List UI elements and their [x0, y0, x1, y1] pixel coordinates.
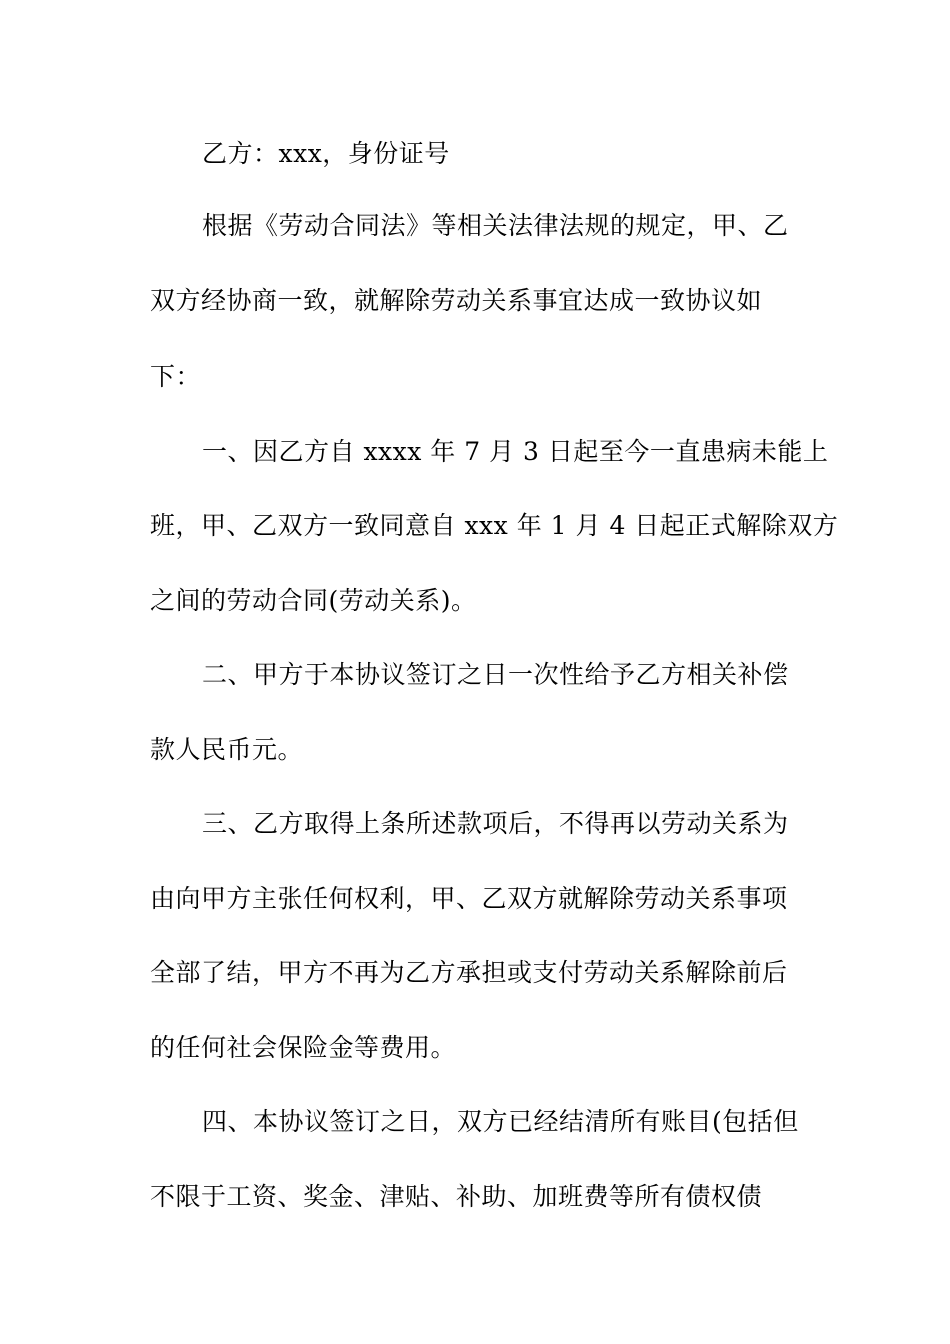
clause-2-line-2: 款人民币元。 [150, 735, 304, 764]
clause-3-line-3: 全部了结，甲方不再为乙方承担或支付劳动关系解除前后 [150, 958, 788, 987]
clause-3-line-1: 三、乙方取得上条所述款项后，不得再以劳动关系为 [202, 809, 789, 838]
clause-4-line-2: 不限于工资、奖金、津贴、补助、加班费等所有债权债 [150, 1182, 763, 1211]
clause-3-line-4: 的任何社会保险金等费用。 [150, 1033, 457, 1062]
clause-4-line-1: 四、本协议签订之日，双方已经结清所有账目(包括但 [202, 1107, 799, 1136]
preamble-line-3: 下： [150, 362, 202, 391]
clause-2-line-1: 二、甲方于本协议签订之日一次性给予乙方相关补偿 [202, 660, 789, 689]
clause-3-line-2: 由向甲方主张任何权利，甲、乙双方就解除劳动关系事项 [150, 884, 788, 913]
preamble-line-2: 双方经协商一致，就解除劳动关系事宜达成一致协议如 [150, 286, 763, 315]
clause-1-line-2: 班，甲、乙双方一致同意自 xxx 年 1 月 4 日起正式解除双方 [150, 511, 839, 540]
preamble-line-1: 根据《劳动合同法》等相关法律法规的规定，甲、乙 [202, 211, 789, 240]
clause-1-line-3: 之间的劳动合同(劳动关系)。 [150, 586, 477, 615]
party-b-line: 乙方：xxx，身份证号 [202, 139, 450, 168]
clause-1-line-1: 一、因乙方自 xxxx 年 7 月 3 日起至今一直患病未能上 [202, 437, 829, 466]
